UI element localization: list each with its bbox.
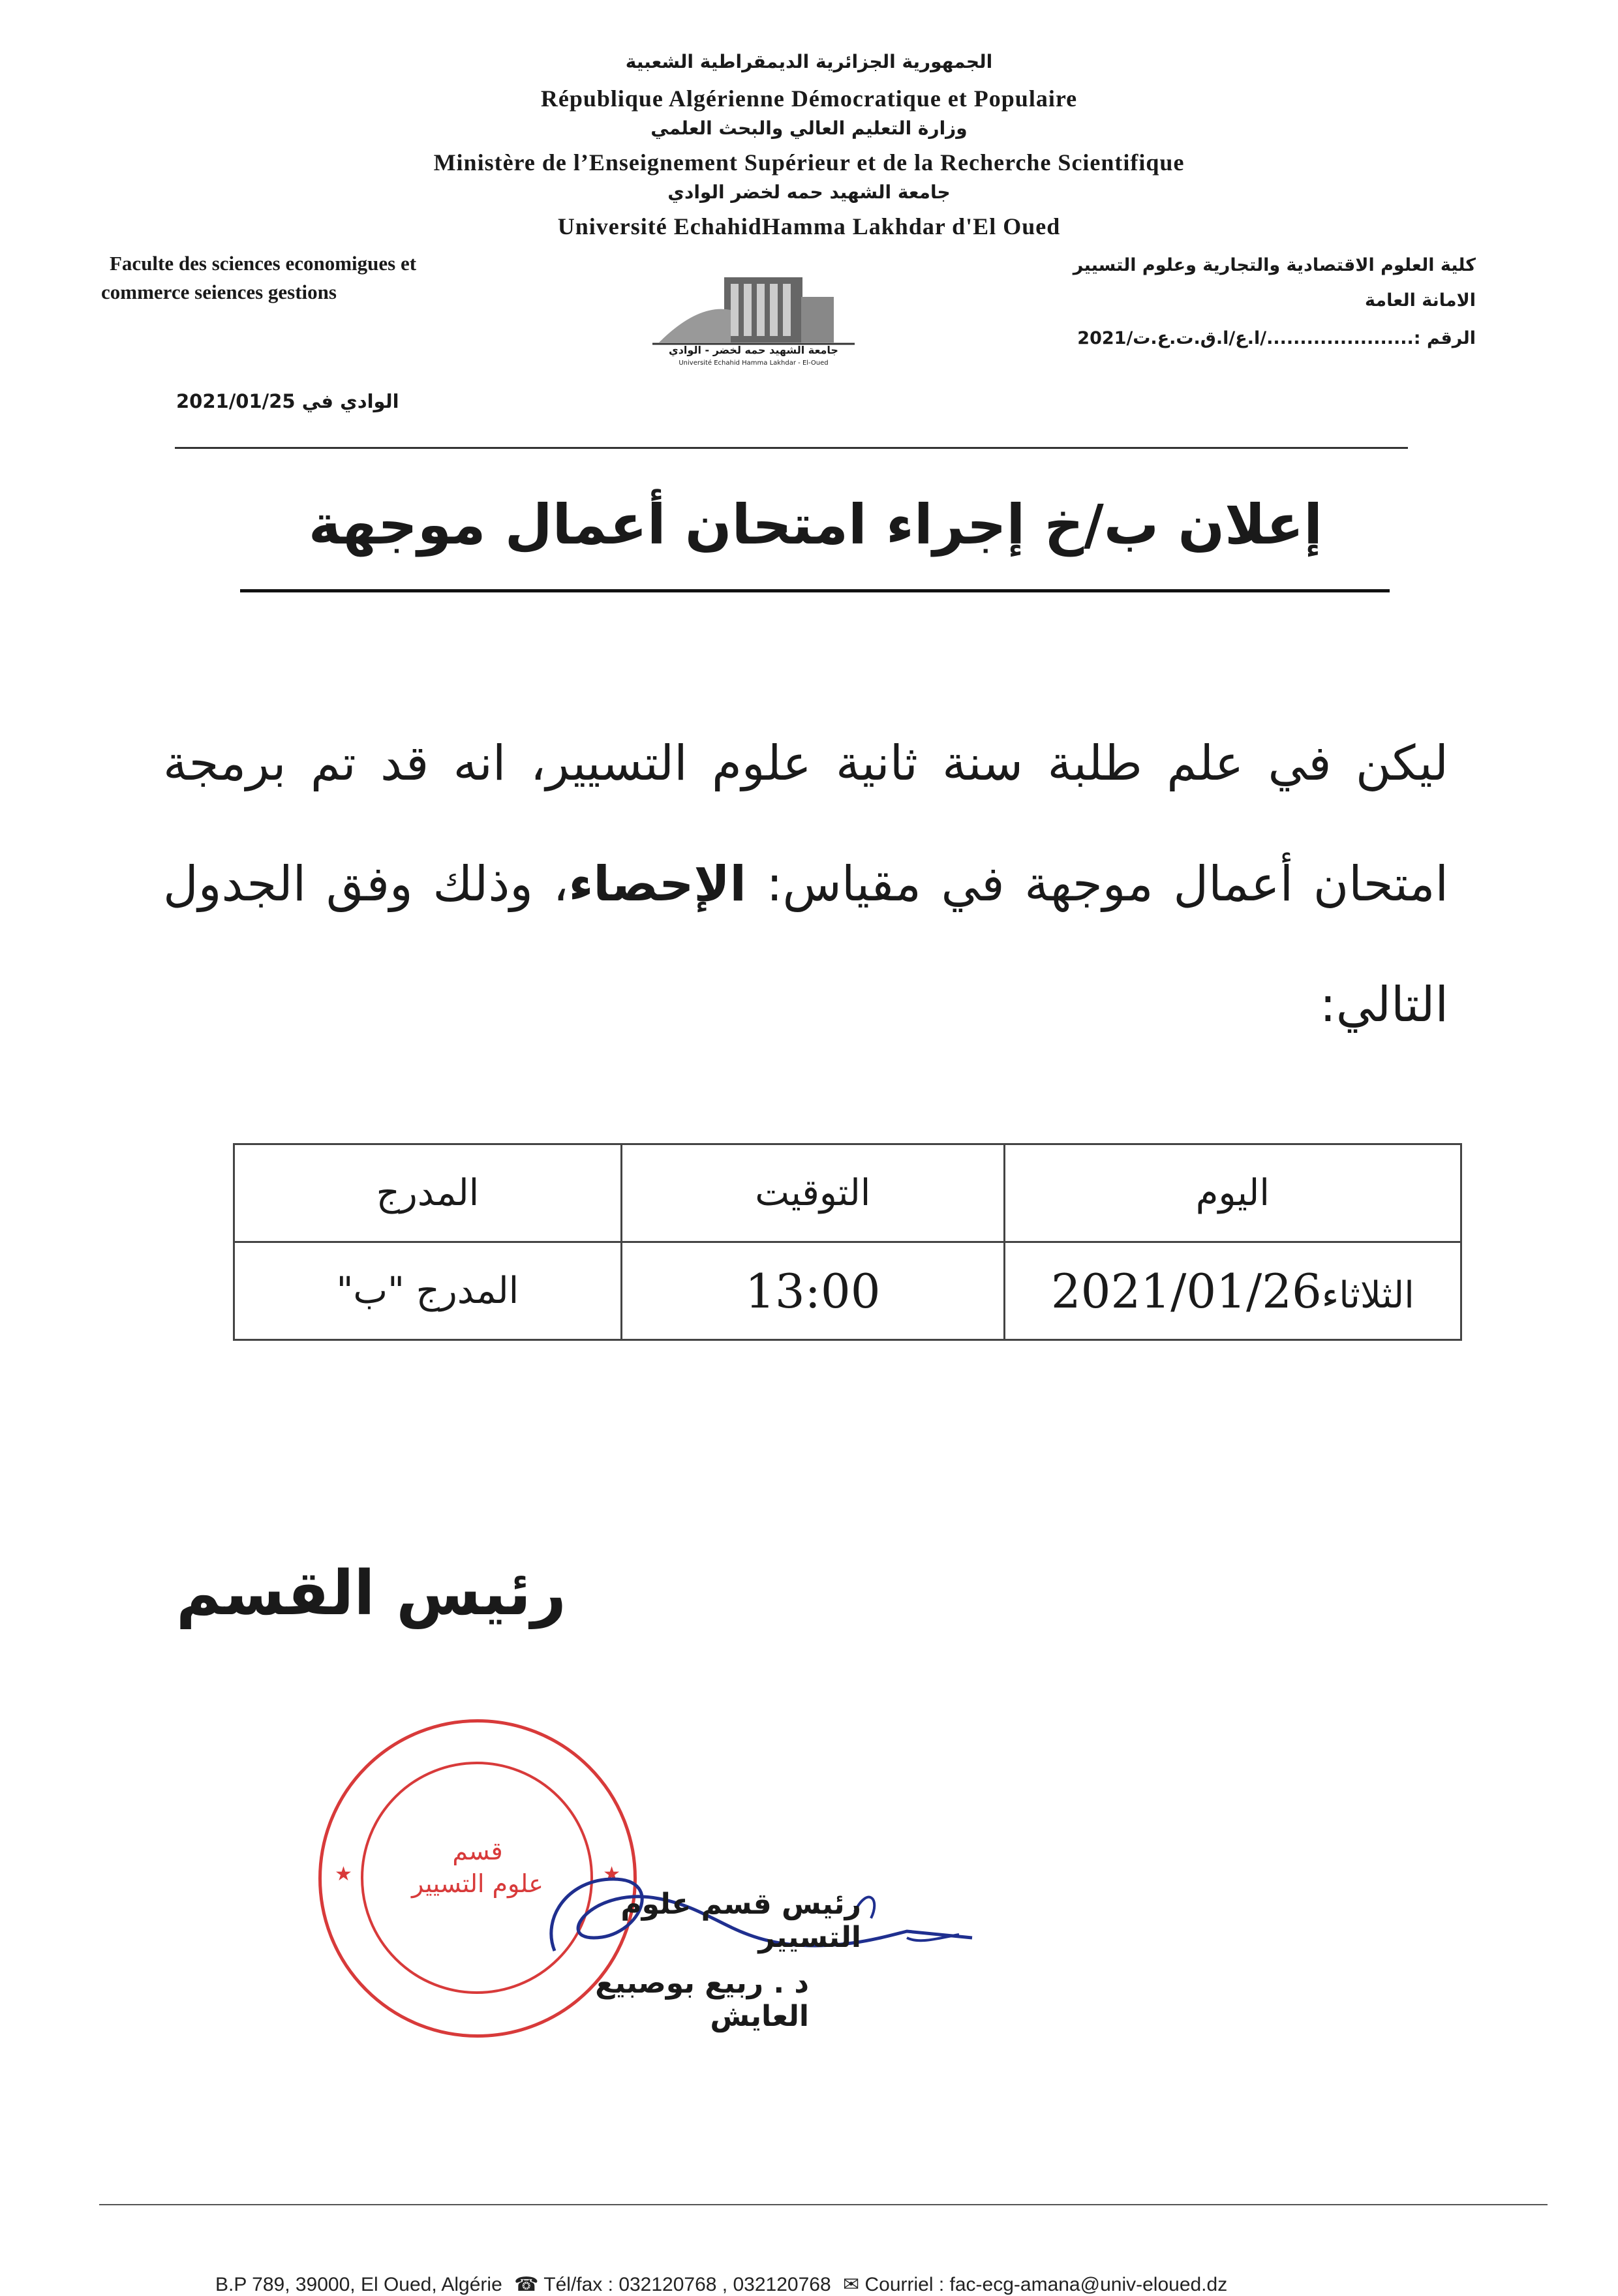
faculty-fr-line2: commerce seiences gestions xyxy=(101,281,337,303)
signature-name: د . ربيع بوصبيع العايش xyxy=(595,1967,809,2033)
header-hall: المدرج xyxy=(234,1144,622,1242)
table-row xyxy=(234,1242,1461,1340)
email-icon: ✉ xyxy=(843,2274,860,2295)
university-logo xyxy=(646,264,861,375)
ministry-fr: Ministère de l’Enseignement Supérieur et de la Recherche Scientifique xyxy=(433,149,1185,176)
reference-number: الرقم :....................../ا.ع/ا.ق.ت.ع.ت/2021 xyxy=(1077,328,1476,348)
footer-divider xyxy=(99,2204,1548,2205)
logo-caption-fr: Université Echahid Hamma Lakhdar - El-Oued xyxy=(679,360,829,367)
header-time: التوقيت xyxy=(621,1144,1004,1242)
header-day: اليوم xyxy=(1004,1144,1461,1242)
university-building-icon xyxy=(646,264,861,375)
stamp-star-icon: ★ xyxy=(603,1863,620,1886)
phone-icon: ☎ xyxy=(514,2274,539,2295)
cell-day-name: الثلاثاء xyxy=(1321,1274,1414,1317)
republic-fr: République Algérienne Démocratique et Populaire xyxy=(540,85,1078,112)
table-header-row xyxy=(234,1144,1461,1242)
logo-caption-ar: جامعة الشهيد حمه لخضر - الوادي xyxy=(669,344,838,356)
body-text-part1: ليكن في علم طلبة سنة ثانية علوم التسيير، انه قد تم برمجة امتحان أعمال موجهة في مقياس: xyxy=(163,735,1449,912)
stamp-center-line1: قسم xyxy=(452,1837,503,1865)
announcement-title: إعلان ب/خ إجراء امتحان أعمال موجهة xyxy=(308,493,1323,557)
body-text-part2: ، وذلك وفق الجدول التالي: xyxy=(163,856,1448,1033)
cell-date: 2021/01/26 xyxy=(1050,1263,1322,1319)
faculty-fr-line1: Faculte des sciences economigues et xyxy=(110,252,417,275)
cell-hall: المدرج "ب" xyxy=(234,1242,622,1340)
signature-title: رئيس قسم علوم التسيير xyxy=(620,1888,861,1954)
announcement-body xyxy=(163,703,1448,1065)
subject-name: الإحصاء xyxy=(568,856,746,912)
university-ar: جامعة الشهيد حمه لخضر الوادي xyxy=(667,181,951,203)
footer-phone: Tél/fax : 032120768 , 032120768 xyxy=(543,2274,831,2295)
faculty-ar: كلية العلوم الاقتصادية والتجارية وعلوم التسيير xyxy=(1073,255,1476,275)
stamp-center-line2: علوم التسيير xyxy=(412,1869,543,1898)
title-underline xyxy=(240,589,1390,592)
university-fr: Université EchahidHamma Lakhdar d'El Oued xyxy=(557,213,1061,239)
cell-time: 13:00 xyxy=(621,1242,1004,1340)
office-ar: الامانة العامة xyxy=(1365,290,1476,311)
ministry-ar: وزارة التعليم العالي والبحث العلمي xyxy=(650,117,968,139)
republic-ar: الجمهورية الجزائرية الديمقراطية الشعبية xyxy=(625,51,993,72)
cell-day xyxy=(1004,1242,1461,1340)
footer-email: Courriel : fac-ecg-amana@univ-eloued.dz xyxy=(864,2274,1228,2295)
department-head-heading: رئيس القسم xyxy=(176,1558,566,1629)
stamp-star-icon: ★ xyxy=(335,1863,352,1886)
header-divider xyxy=(175,447,1408,449)
date-line: الوادي في 2021/01/25 xyxy=(176,390,399,412)
footer-info xyxy=(215,2273,1227,2296)
schedule-table xyxy=(233,1143,1462,1341)
footer-address: B.P 789, 39000, El Oued, Algérie xyxy=(215,2274,502,2295)
